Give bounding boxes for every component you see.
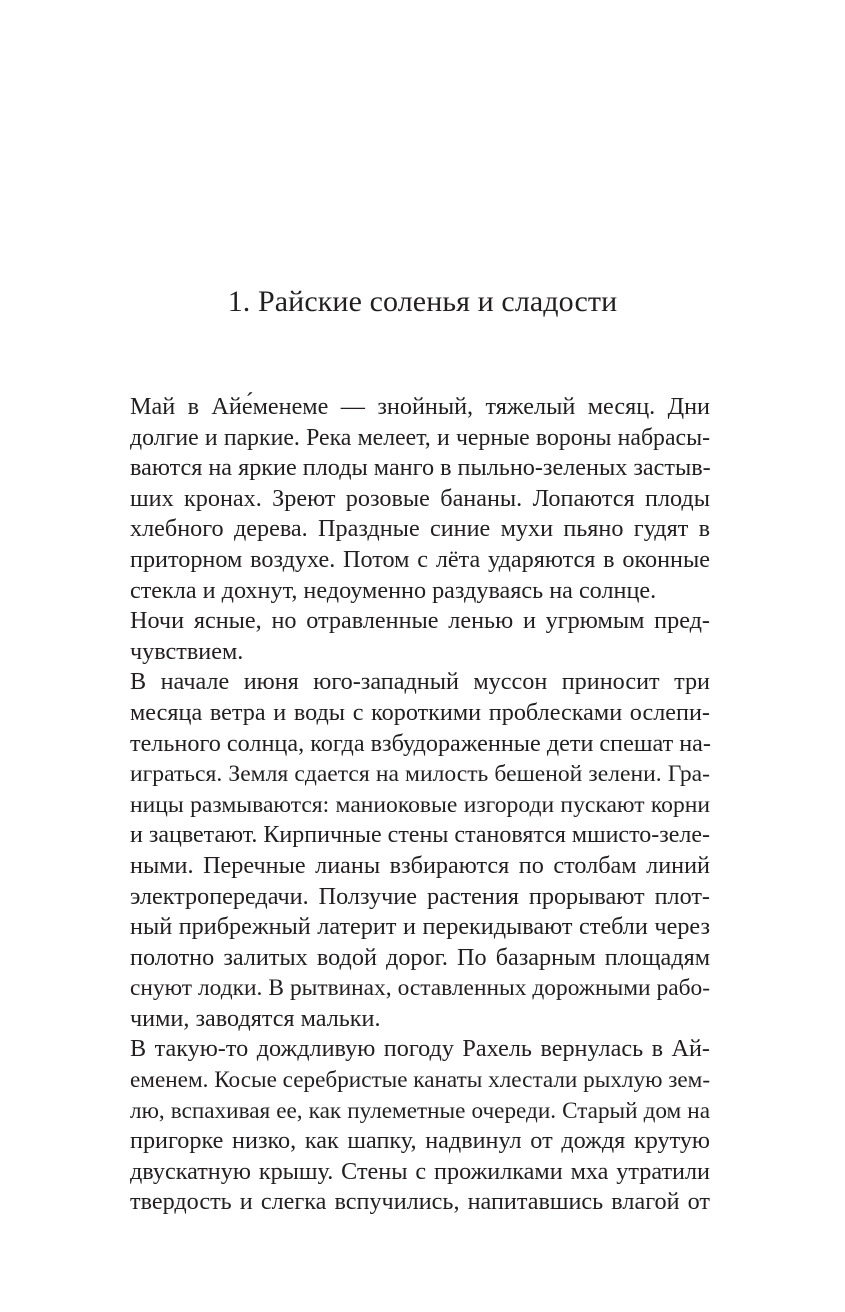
text-line: стекла и дохнут, недоуменно раздуваясь на солнце. [130,576,657,604]
text-line: В такую-то дождливую погоду Рахель вернулась в Ай- [130,1035,710,1063]
text-line: пригорке низко, как шапку, надвинул от дождя крутую [130,1127,710,1155]
text-line: твердость и слегка вспучились, напитавшись влагой от [130,1188,710,1216]
text-line: долгие и паркие. Река мелеет, и черные вороны набрасы- [130,424,710,451]
text-line: играться. Земля сдается на милость бешеной зелени. Гра- [130,761,710,788]
text-line: двускатную крышу. Стены с прожилками мха утратили [130,1157,710,1185]
chapter-title: 1. Райские соленья и сладости [227,285,618,318]
text-line: еменем. Косые серебристые канаты хлестали рыхлую зем- [130,1067,711,1094]
text-line: приторном воздухе. Потом с лёта ударяются в оконные [130,545,710,573]
text-line: чувствием. [130,637,244,665]
text-line: ших кронах. Зреют розовые бананы. Лопаются плоды [130,484,710,512]
text-line: ный прибрежный латерит и перекидывают стебли через [130,913,710,941]
text-line: ными. Перечные лианы взбираются по столбам линий [130,851,710,879]
text-line: электропередачи. Ползучие растения прорывают плот- [130,882,710,910]
text-line: ваются на яркие плоды манго в пыльно-зеленых застыв- [130,454,711,482]
text-line: и зацветают. Кирпичные стены становятся мшисто-зеле- [130,822,710,849]
text-line: месяца ветра и воды с короткими проблесками ослепи- [130,698,710,726]
text-line: хлебного дерева. Праздные синие мухи пьяно гудят в [130,515,710,543]
text-line: Ночи ясные, но отравленные ленью и угрюмым пред- [130,607,710,635]
text-line: снуют лодки. В рытвинах, оставленных дорожными рабо- [130,975,710,1002]
text-line: чими, заводятся мальки. [130,1004,381,1032]
text-line: В начале июня юго-западный муссон приносит три [130,668,710,696]
text-line: полотно залитых водой дорог. По базарным площадям [130,943,710,971]
text-line: тельного солнца, когда взбудораженные дети спешат на- [130,729,711,757]
text-line: ницы размываются: маниоковые изгороди пускают корни [130,791,710,818]
text-line: лю, вспахивая ее, как пулеметные очереди. Старый дом на [130,1097,710,1124]
text-line: Май в Айе́менеме — знойный, тяжелый месяц. Дни [130,393,710,420]
chapter-body [130,392,710,1218]
